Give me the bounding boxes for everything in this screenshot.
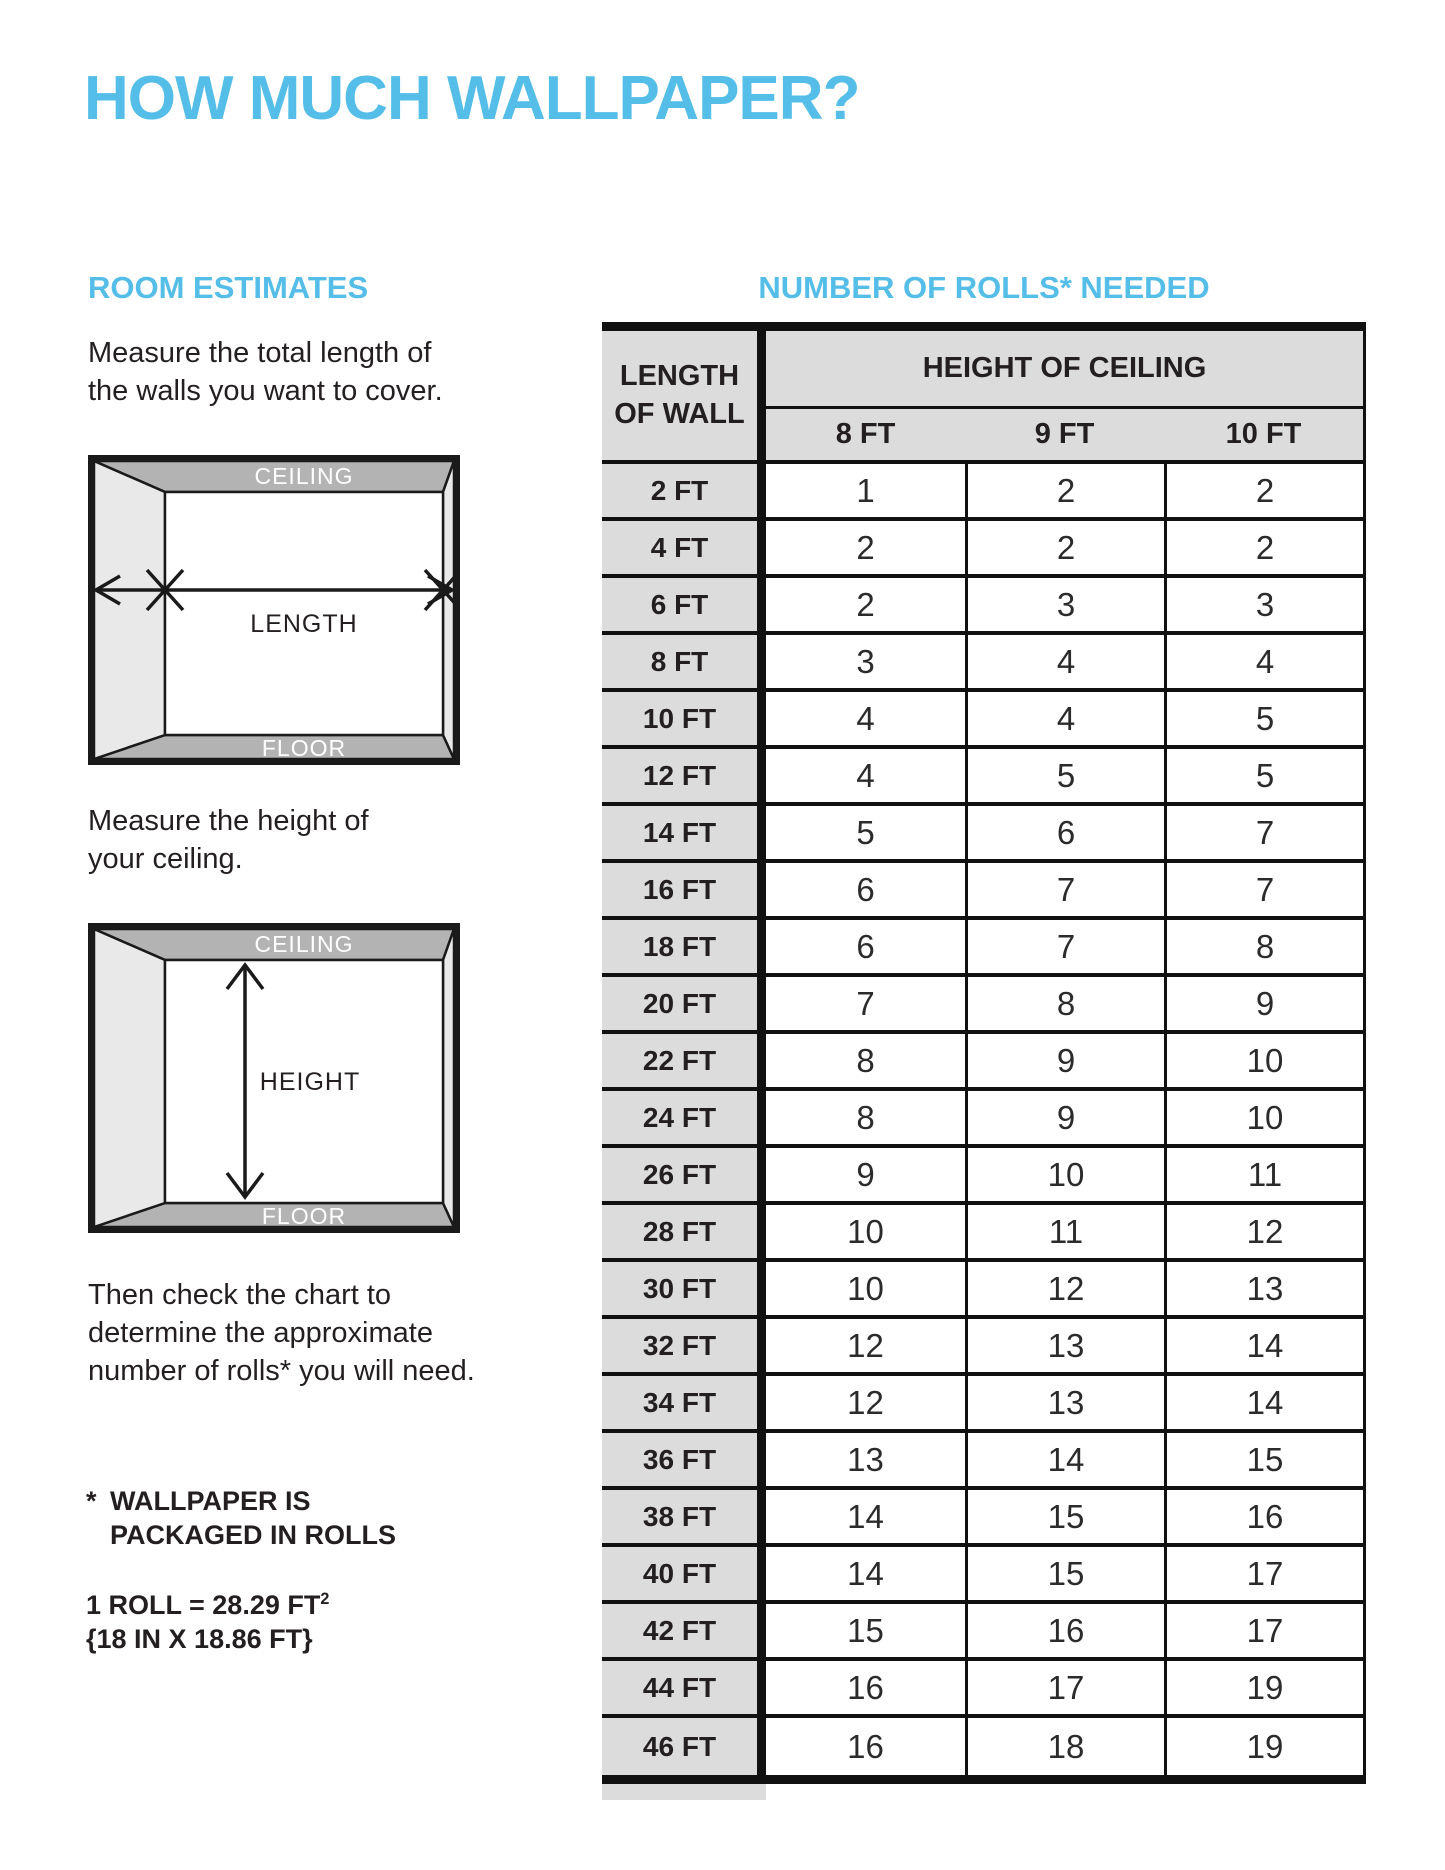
cell-value: 11: [1164, 1148, 1363, 1205]
cell-value: 15: [965, 1547, 1164, 1604]
cell-value: 10: [1164, 1091, 1363, 1148]
cell-value: 5: [965, 749, 1164, 806]
row-label: 46 FT: [602, 1718, 766, 1775]
cell-value: 14: [1164, 1319, 1363, 1376]
rolls-table: [602, 322, 1366, 1784]
cell-value: 12: [766, 1319, 965, 1376]
cell-value: 10: [1164, 1034, 1363, 1091]
column-header-9ft: 9 FT: [965, 409, 1164, 464]
cell-value: 19: [1164, 1718, 1363, 1775]
row-label: 28 FT: [602, 1205, 766, 1262]
cell-value: 1: [766, 464, 965, 521]
row-label: 30 FT: [602, 1262, 766, 1319]
row-label: 44 FT: [602, 1661, 766, 1718]
row-label: 36 FT: [602, 1433, 766, 1490]
cell-value: 3: [965, 578, 1164, 635]
ceiling-label: CEILING: [254, 931, 354, 957]
cell-value: 14: [766, 1547, 965, 1604]
cell-value: 4: [965, 692, 1164, 749]
cell-value: 15: [766, 1604, 965, 1661]
section-heading-rolls-needed: NUMBER OF ROLLS* NEEDED: [758, 270, 1210, 305]
row-label: 32 FT: [602, 1319, 766, 1376]
cell-value: 8: [766, 1091, 965, 1148]
left-wall: [94, 461, 165, 759]
cell-value: 7: [965, 920, 1164, 977]
cell-value: 7: [965, 863, 1164, 920]
cell-value: 7: [1164, 806, 1363, 863]
cell-value: 9: [1164, 977, 1363, 1034]
cell-value: 12: [766, 1376, 965, 1433]
cell-value: 14: [965, 1433, 1164, 1490]
roll-dimensions-line: {18 IN X 18.86 FT}: [86, 1624, 313, 1654]
row-label: 2 FT: [602, 464, 766, 521]
cell-value: 13: [965, 1319, 1164, 1376]
length-label: LENGTH: [250, 610, 358, 638]
cell-value: 17: [1164, 1547, 1363, 1604]
cell-value: 2: [766, 578, 965, 635]
cell-value: 15: [965, 1490, 1164, 1547]
cell-value: 4: [766, 749, 965, 806]
cell-value: 16: [766, 1661, 965, 1718]
row-label: 42 FT: [602, 1604, 766, 1661]
cell-value: 7: [1164, 863, 1363, 920]
footnote-line-1: [86, 1484, 396, 1518]
cell-value: 19: [1164, 1661, 1363, 1718]
cell-value: 6: [965, 806, 1164, 863]
row-label: 24 FT: [602, 1091, 766, 1148]
cell-value: 5: [766, 806, 965, 863]
cell-value: 2: [1164, 521, 1363, 578]
roll-size-note: [86, 1588, 329, 1656]
table-footer-stub: [602, 1784, 766, 1800]
cell-value: 3: [766, 635, 965, 692]
cell-value: 18: [965, 1718, 1164, 1775]
row-label: 4 FT: [602, 521, 766, 578]
room-length-diagram: [88, 455, 460, 765]
cell-value: 9: [766, 1148, 965, 1205]
instruction-measure-length: Measure the total length of the walls you want to cover.: [88, 337, 443, 407]
roll-area-superscript: 2: [320, 1590, 330, 1608]
instruction-measure-height: Measure the height of your ceiling.: [88, 805, 369, 875]
page-title: HOW MUCH WALLPAPER?: [84, 64, 860, 133]
column-header-10ft: 10 FT: [1164, 409, 1363, 464]
cell-value: 2: [965, 521, 1164, 578]
cell-value: 5: [1164, 749, 1363, 806]
cell-value: 8: [1164, 920, 1363, 977]
roll-area-line: [86, 1588, 329, 1622]
cell-value: 4: [1164, 635, 1363, 692]
row-label: 38 FT: [602, 1490, 766, 1547]
ceiling-label: CEILING: [254, 463, 354, 489]
cell-value: 7: [766, 977, 965, 1034]
left-wall: [94, 929, 165, 1227]
cell-value: 17: [965, 1661, 1164, 1718]
corner-header-length-of-wall: LENGTH OF WALL: [602, 331, 766, 464]
row-label: 22 FT: [602, 1034, 766, 1091]
cell-value: 4: [965, 635, 1164, 692]
cell-value: 12: [1164, 1205, 1363, 1262]
cell-value: 16: [965, 1604, 1164, 1661]
cell-value: 6: [766, 863, 965, 920]
cell-value: 14: [766, 1490, 965, 1547]
row-label: 14 FT: [602, 806, 766, 863]
height-of-ceiling-header: HEIGHT OF CEILING: [766, 331, 1363, 409]
cell-value: 2: [1164, 464, 1363, 521]
cell-value: 4: [766, 692, 965, 749]
cell-value: 12: [965, 1262, 1164, 1319]
roll-area-text: 1 ROLL = 28.29 FT: [86, 1590, 321, 1620]
row-label: 10 FT: [602, 692, 766, 749]
cell-value: 6: [766, 920, 965, 977]
cell-value: 3: [1164, 578, 1363, 635]
section-heading-room-estimates: ROOM ESTIMATES: [88, 270, 369, 305]
instruction-check-chart: Then check the chart to determine the approximate number of rolls* you will need.: [88, 1279, 475, 1387]
row-label: 26 FT: [602, 1148, 766, 1205]
cell-value: 8: [965, 977, 1164, 1034]
footnote-asterisk: *: [86, 1486, 97, 1516]
cell-value: 16: [1164, 1490, 1363, 1547]
cell-value: 10: [766, 1205, 965, 1262]
cell-value: 9: [965, 1091, 1164, 1148]
row-label: 16 FT: [602, 863, 766, 920]
footnote-line-2: PACKAGED IN ROLLS: [110, 1520, 397, 1550]
cell-value: 16: [847, 1727, 884, 1765]
floor-label: FLOOR: [261, 735, 347, 761]
wallpaper-rolls-footnote: [86, 1484, 396, 1552]
row-label: 40 FT: [602, 1547, 766, 1604]
cell-value: 10: [965, 1148, 1164, 1205]
cell-value: 17: [1164, 1604, 1363, 1661]
row-label: 34 FT: [602, 1376, 766, 1433]
room-height-diagram: [88, 923, 460, 1233]
cell-value: 8: [766, 1034, 965, 1091]
height-label: HEIGHT: [259, 1068, 361, 1096]
cell-value: 13: [766, 1433, 965, 1490]
cell-value: 15: [1164, 1433, 1363, 1490]
row-label: 12 FT: [602, 749, 766, 806]
cell-value: 14: [1164, 1376, 1363, 1433]
cell-value: 2: [965, 464, 1164, 521]
cell-value: 2: [766, 521, 965, 578]
row-label: 20 FT: [602, 977, 766, 1034]
cell-value: 9: [965, 1034, 1164, 1091]
cell-value: 11: [965, 1205, 1164, 1262]
floor-label: FLOOR: [261, 1203, 347, 1229]
cell-value: 5: [1164, 692, 1363, 749]
right-wall: [443, 929, 454, 1227]
row-label: 18 FT: [602, 920, 766, 977]
cell-value: 10: [766, 1262, 965, 1319]
footnote-text-1: WALLPAPER IS: [110, 1486, 311, 1516]
cell-value: 13: [1164, 1262, 1363, 1319]
row-label: 8 FT: [602, 635, 766, 692]
column-header-8ft: 8 FT: [766, 409, 965, 464]
row-label: 6 FT: [602, 578, 766, 635]
cell-value: 13: [965, 1376, 1164, 1433]
right-wall: [443, 461, 454, 759]
